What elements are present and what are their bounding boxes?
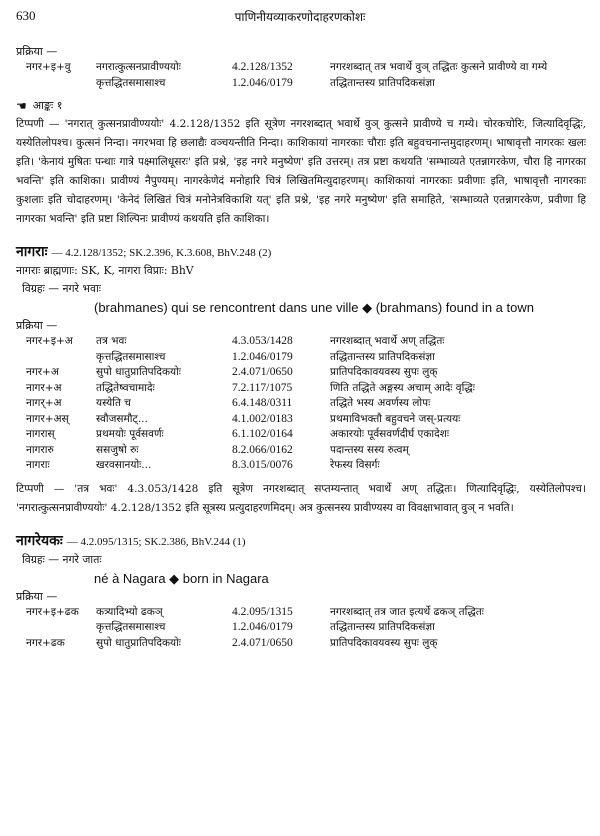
derivation-ref: 2.4.071/0650 (232, 636, 293, 649)
derivation-sutra: तद्धितेष्वचामादेः (96, 381, 155, 394)
derivation-note: अकारयोः पूर्वसवर्णदीर्घ एकादेशः (330, 428, 449, 440)
derivation-note: नगरशब्दात् तत्र भवार्थे वुञ् तद्धितः कुत्सने प्रावीण्ये वा गम्ये (330, 61, 548, 73)
derivation-note: प्रातिपदिकावयवस्य सुपः लुक् (330, 366, 438, 378)
entry-headword: नागरेयकः (16, 532, 63, 549)
derivation-note: प्रथमाविभक्तौ बहुवचने जस्-प्रत्ययः (330, 412, 461, 425)
derivation-row (22, 458, 479, 474)
derivation-ref: 4.1.002/0183 (232, 412, 293, 425)
derivation-row (22, 381, 479, 397)
derivation-ref: 7.2.117/1075 (232, 381, 293, 394)
derivation-ref: 1.2.046/0179 (232, 621, 293, 633)
entry-gloss: (brahmanes) qui se rencontrent dans une ville ◆ (brahmans) found in a town (94, 300, 534, 315)
vigraha-line: विग्रहः — नगरे भवाः (22, 282, 101, 295)
entry-references: — 4.2.128/1352; SK.2.396, K.3.608, BhV.248 (2) (51, 247, 272, 259)
derivation-form: नगर+इ+वु (26, 61, 71, 73)
derivation-sutra: कत्र्यादिभ्यो ढकञ् (96, 605, 163, 618)
derivation-note: नगरशब्दात् भवार्थे अण् तद्धितः (330, 335, 445, 347)
derivation-row (22, 60, 551, 76)
derivation-row (22, 443, 479, 459)
derivation-sutra: प्रथमयोः पूर्वसवर्णः (96, 428, 164, 440)
tippani-paragraph: टिप्पणी — 'नगरात् कुत्सनप्रावीण्ययोः' 4.2.128/1352 इति सूत्रेण नगरशब्दात् भवार्थे वुञ् कुत्सने प्रावीण्ये च गम्ये। चोरकचोरिः, जित्यादिवृद्धिः, यस्येतिलोपश्च। कुत्सनं निन्दा। नगरभवा हि छलाद्यैः वञ्चयन्तीति निन्दा। काशिकायां नागरकाः चौराः इति बहुवचनान्तमुदाहरणम्। भाषावृत्तौ नागरकः खलः इति। 'केनायं मुषितः पन्थाः गात्रे पक्ष्मालिधूसरः' इति प्रश्ने, 'इह नगरे मनुष्येण' इति उत्तरम्। तत्र प्रष्टा कथयति 'सम्भाव्यते एतन्नागरकेण, चौरा हि नागरका भवन्ति' इति काशिका। प्रावीण्यं नैपुण्यम्। नागरकेणेदं मनोहारि चित्रं लिखितमित्युदाहरणम्। काशिकायां नागरकाः प्रवीणाः इति, भाषावृत्तौ नागरकाः कुशलाः इति चोदाहरणम्। 'केनेदं लिखितं चित्रं मनोनेत्रविकाशि यत्' इति प्रश्ने, 'इह नगरे मनुष्येण' इति समाहिते, 'सम्भाव्यते एतन्नागरकेण, प्रवीणा हि नागरका भवन्ति' इति प्रष्टा शिल्पिनः प्रावीण्यं कथयति इति काशिका। (16, 118, 586, 225)
entry-headword: नागराः (16, 244, 48, 260)
derivation-form: नगर+ढक (26, 636, 65, 649)
derivation-ref: 4.3.053/1428 (232, 335, 293, 347)
derivation-note: तद्धितान्तस्य प्रातिपदिकसंज्ञा (330, 76, 435, 89)
derivation-ref: 6.1.102/0164 (232, 428, 293, 440)
derivation-ref: 4.2.128/1352 (232, 61, 293, 73)
ankah-text: आङ्कः १ (32, 99, 63, 112)
derivation-ref: 8.2.066/0162 (232, 443, 293, 456)
derivation-form: नागराः (26, 459, 50, 471)
derivation-sutra: कृत्तद्धितसमासाश्च (96, 350, 166, 363)
derivation-ref: 2.4.071/0650 (232, 366, 293, 378)
derivation-row (22, 350, 479, 366)
derivation-form: नगर+इ+ढक (26, 605, 79, 618)
derivation-note: नगरशब्दात् तत्र जात इत्यर्थे ढकञ् तद्धितः (330, 605, 484, 618)
derivation-ref: 6.4.148/0311 (232, 397, 293, 409)
derivation-row (22, 605, 488, 621)
derivation-form (22, 76, 92, 92)
prakriya-label: प्रक्रिया — (16, 589, 58, 603)
derivation-sutra: सुपो धातुप्रातिपदिकयोः (96, 366, 181, 378)
entry-heading (16, 243, 586, 262)
derivation-row (22, 396, 479, 412)
tippani-paragraph: टिप्पणी — 'तत्र भवः' 4.3.053/1428 इति सूत्रेण नगरशब्दात् सप्तम्यन्तात् भवार्थे अण् तद्धितः। णित्यादिवृद्धिः, यस्येतिलोपश्च। 'नगरात्कुत्सनप्रावीण्ययोः' 4.2.128/1352 इति सूत्रस्य प्रत्युदाहरणमिदम्। अत्र कुत्सनस्य प्रावीण्यस्य वा विवक्षाभावात् वुञ् न भवति। (16, 482, 586, 514)
derivation-row (22, 76, 551, 92)
derivation-form (22, 350, 92, 366)
derivation-ref: 1.2.046/0179 (232, 76, 293, 89)
derivation-sutra: तत्र भवः (96, 335, 127, 347)
derivation-note: रेफस्य विसर्गः (330, 459, 380, 471)
derivation-ref: 4.2.095/1315 (232, 605, 293, 618)
derivation-form: नागर+अ (26, 381, 62, 394)
derivation-form: नागर्+अ (26, 397, 62, 409)
derivation-note: तद्धितान्तस्य प्रातिपदिकसंज्ञा (330, 350, 435, 363)
derivation-row (22, 427, 479, 443)
entry-heading (16, 532, 586, 551)
running-title: पाणिनीयव्याकरणोदाहरणकोशः (234, 10, 366, 24)
entry-references: — 4.2.095/1315; SK.2.386, BhV.244 (1) (66, 535, 246, 548)
derivation-form: नगर+अ (26, 366, 59, 378)
derivation-sutra: नगरात्कुत्सनप्रावीण्ययोः (96, 61, 181, 73)
derivation-sutra: कृत्तद्धितसमासाश्च (96, 76, 166, 89)
derivation-row (22, 334, 479, 350)
derivation-form: नगर+इ+अ (26, 335, 73, 347)
derivation-sutra: सुपो धातुप्रातिपदिकयोः (96, 636, 181, 649)
prakriya-label: प्रक्रिया — (16, 319, 58, 332)
derivation-table (22, 334, 479, 474)
derivation-row (22, 636, 488, 652)
derivation-sutra: कृत्तद्धितसमासाश्च (96, 621, 166, 633)
page-header (16, 6, 584, 28)
derivation-note: तद्धिते भस्य अवर्णस्य लोपः (330, 397, 431, 409)
derivation-table (22, 605, 488, 652)
ankah-line (16, 97, 586, 115)
pointing-hand-icon: ☛ (16, 99, 27, 113)
derivation-note: पदान्तस्य सस्य रुत्वम् (330, 443, 409, 456)
derivation-sutra: ससजुषो रुः (96, 443, 139, 456)
derivation-sutra: यस्येति च (96, 397, 131, 409)
derivation-row (22, 365, 479, 381)
derivation-note: तद्धितान्तस्य प्रातिपदिकसंज्ञा (330, 621, 435, 633)
derivation-ref: 1.2.046/0179 (232, 350, 293, 363)
derivation-form: नागर+अस् (26, 412, 69, 425)
entry-gloss: né à Nagara ◆ born in Nagara (94, 570, 269, 586)
derivation-note: णिति तद्धिते अङ्गस्य अचाम् आदेः वृद्धिः (330, 381, 475, 394)
derivation-form: नागरारु (26, 443, 54, 456)
derivation-form: नागरास् (26, 428, 55, 440)
derivation-note: प्रातिपदिकावयवस्य सुपः लुक् (330, 636, 438, 649)
derivation-row (22, 620, 488, 636)
derivation-sutra: स्वौजसमौट्... (96, 412, 148, 425)
derivation-form (22, 620, 92, 636)
derivation-ref: 8.3.015/0076 (232, 459, 293, 471)
derivation-sutra: खरवसानयोः... (96, 459, 152, 471)
derivation-row (22, 412, 479, 428)
vigraha-line: विग्रहः — नगरे जातः (22, 552, 102, 566)
entry-sub-forms: नागराः ब्राह्मणाः: SK, K, नागरा विप्राः: BhV (16, 264, 194, 277)
page-number: 630 (16, 8, 36, 23)
derivation-table (22, 60, 551, 91)
page-body (16, 44, 586, 651)
prakriya-label: प्रक्रिया — (16, 45, 58, 58)
